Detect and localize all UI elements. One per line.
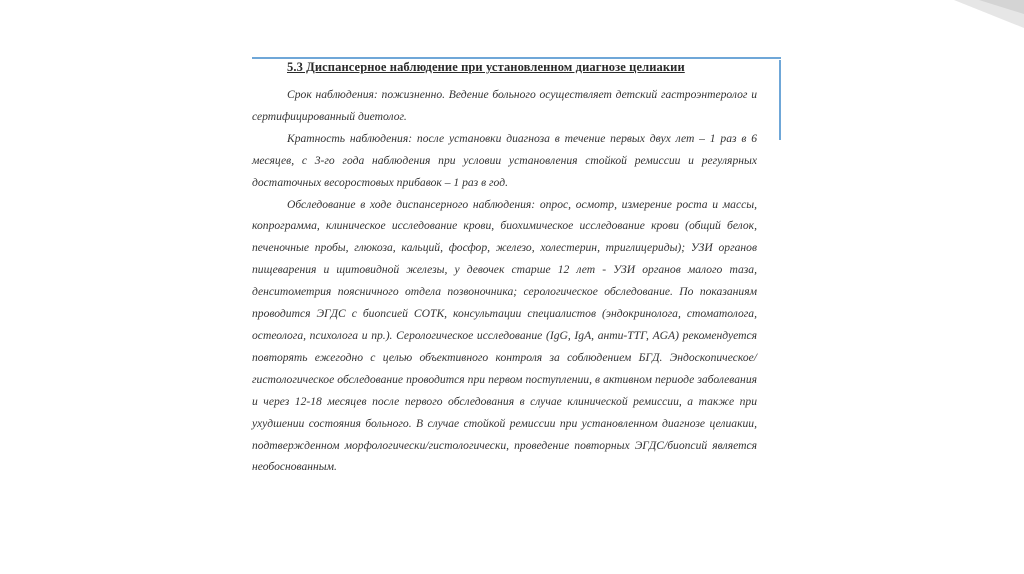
document-image bbox=[252, 54, 778, 524]
section-title: 5.3 Диспансерное наблюдение при установленном диагнозе целиакии bbox=[287, 60, 685, 74]
paragraph-observation-period: Срок наблюдения: пожизненно. Ведение больного осуществляет детский гастроэнтеролог и сертифицированный диетолог. bbox=[252, 88, 757, 123]
paragraph-observation-frequency: Кратность наблюдения: после установки диагноза в течение первых двух лет – 1 раз в 6 месяцев, с 3-го года наблюдения при условии установления стойкой ремиссии и регулярных достаточных весоростовых прибавок – 1 раз в год. bbox=[252, 131, 757, 189]
paragraph-examination: Обследование в ходе диспансерного наблюдения: опрос, осмотр, измерение роста и массы, копрограмма, клиническое исследование крови, биохимическое исследование крови (общий белок, печеночные пробы, глюкоза, кальций, фосфор, железо, холестерин, триглицериды); УЗИ органов пищеварения и щитовидной железы, у девочек старше 12 лет - УЗИ органов малого таза, денситометрия поясничного отдела позвоночника; серологическое обследование. По показаниям проводится ЭГДС с биопсией СОТК, консультации специалистов (эндокринолога, стоматолога, остеолога, психолога и пр.). Серологическое исследование (IgG, IgA, анти-ТТГ, AGA) рекомендуется повторять ежегодно с целью объективного контроля за соблюдением БГД. Эндоскопическое/гистологическое обследование проводится при первом поступлении, в активном периоде заболевания и через 12-18 месяцев после первого обследования в случае клинической ремиссии, а также при ухудшении состояния больного. В случае стойкой ремиссии при установленном диагнозе целиакии, подтвержденном морфологически/гистологически, проведение повторных ЭГДС/биопсий является необоснованным. bbox=[252, 197, 757, 474]
corner-decoration bbox=[934, 0, 1024, 40]
side-accent-bar bbox=[779, 60, 781, 140]
document-body bbox=[252, 84, 757, 478]
heading-rule bbox=[252, 57, 781, 59]
